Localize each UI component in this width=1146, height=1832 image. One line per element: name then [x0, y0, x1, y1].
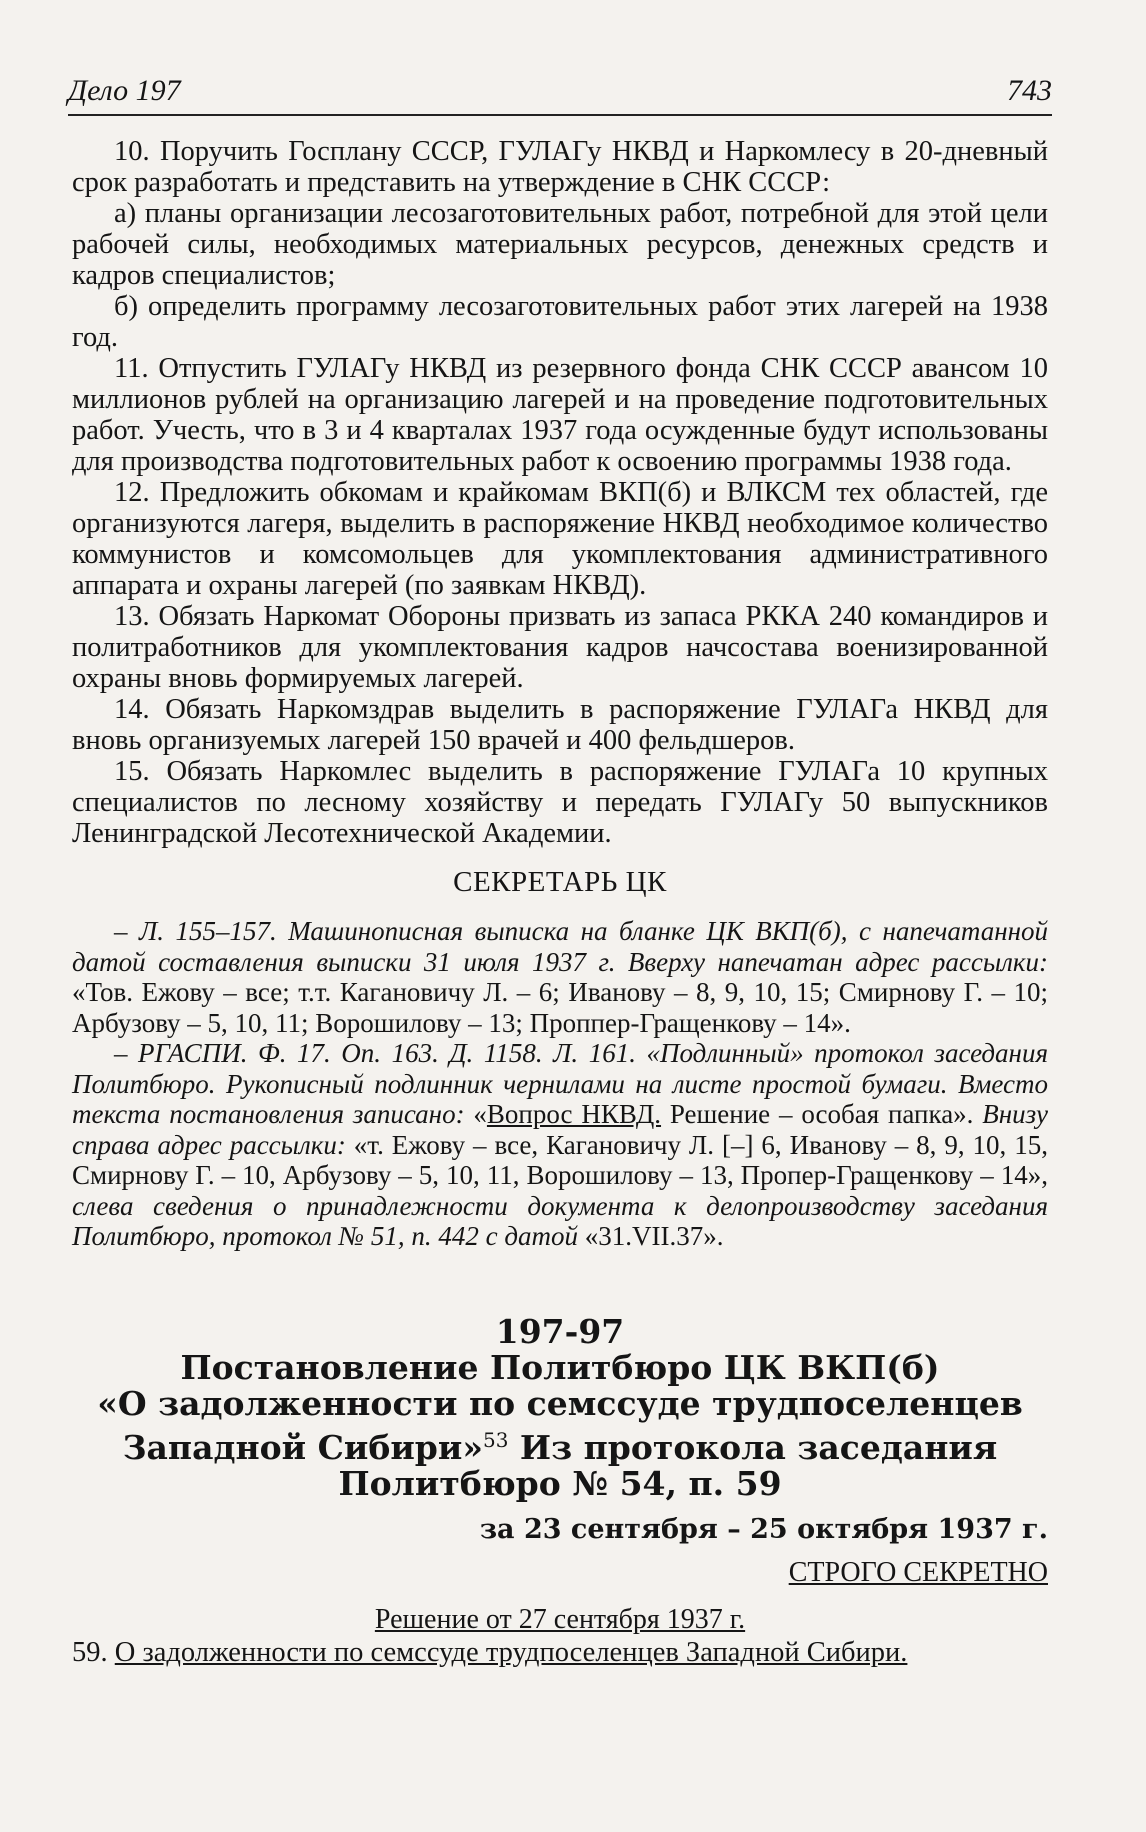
paragraph-10: 10. Поручить Госплану СССР, ГУЛАГу НКВД и Наркомлесу в 20-дневный срок разработать и представить на утверждение в СНК СССР:: [72, 136, 1048, 198]
decision-date: [72, 1604, 1048, 1635]
paragraph-10b: б) определить программу лесозаготовительных работ этих лагерей на 1938 год.: [72, 291, 1048, 353]
page-header: [68, 74, 1052, 116]
paragraph-12: 12. Предложить обкомам и крайкомам ВКП(б) и ВЛКСМ тех областей, где организуются лагеря, выделить в распоряжение НКВД необходимое количество коммунистов и комсомольцев для укомплектования административного аппарата и охраны лагерей (по заявкам НКВД).: [72, 477, 1048, 601]
paragraph-11: 11. Отпустить ГУЛАГу НКВД из резервного фонда СНК СССР авансом 10 миллионов рублей на организацию лагерей и на проведение подготовительных работ. Учесть, что в 3 и 4 кварталах 1937 года осужденные будут использованы для производства подготовительных работ к освоению программы 1938 года.: [72, 353, 1048, 477]
item-text: О задолженности по семссуде трудпоселенцев Западной Сибири.: [114, 1636, 908, 1668]
case-number: Дело 197: [68, 74, 181, 107]
note-2-text-3: «31.VII.37».: [584, 1221, 724, 1251]
title-line-3b: Из протокола заседания: [508, 1427, 998, 1467]
title-line-2: «О задолженности по семссуде трудпоселенцев: [97, 1383, 1023, 1423]
document-number: 197-97: [495, 1311, 625, 1351]
paragraph-13: 13. Обязать Наркомат Обороны призвать из запаса РККА 240 командиров и политработников для укомплектования кадров начсостава военизированной охраны вновь формируемых лагерей.: [72, 601, 1048, 694]
secrecy-label: СТРОГО СЕКРЕТНО: [788, 1556, 1048, 1588]
decision-date-label: Решение от 27 сентября 1937 г.: [374, 1603, 746, 1635]
title-line-1: Постановление Политбюро ЦК ВКП(б): [180, 1347, 940, 1387]
paragraph-14: 14. Обязать Наркомздрав выделить в распоряжение ГУЛАГа НКВД для вновь организуемых лагерей 150 врачей и 400 фельдшеров.: [72, 694, 1048, 756]
title-line-3a: Западной Сибири»: [122, 1427, 483, 1467]
title-line-3: [72, 1422, 1048, 1466]
item-59: [72, 1637, 1048, 1668]
page-number: 743: [1007, 74, 1052, 107]
archival-notes: [72, 916, 1048, 1252]
document-title: [72, 1311, 1048, 1503]
secrecy-stamp: [72, 1557, 1048, 1588]
paragraph-10a: а) планы организации лесозаготовительных работ, потребной для этой цели рабочей силы, необходимых материальных ресурсов, денежных средств и кадров специалистов;: [72, 198, 1048, 291]
note-1-italic: – Л. 155–157. Машинописная выписка на бланке ЦК ВКП(б), с напечатанной датой составления выписки 31 июля 1937 г. Вверху напечатан адрес рассылки:: [72, 916, 1048, 977]
footnote-ref: 53: [482, 1427, 509, 1452]
signature: СЕКРЕТАРЬ ЦК: [453, 866, 667, 898]
note-2-quote-open: «: [473, 1099, 487, 1129]
note-2-text-2: «т. Ежову – все, Кагановичу Л. [–] 6, Иванову – 8, 9, 10, 15, Смирнову Г. – 10, Арбузову – 5, 10, 11, Ворошилову – 13, Пропер-Гращенкову – 14»,: [72, 1129, 1048, 1190]
note-2-text-1: Решение – особая папка».: [661, 1099, 974, 1129]
note-2-italic-1: – РГАСПИ. Ф. 17. Оп. 163. Д. 1158. Л. 161. «Подлинный» протокол заседания Политбюро. Рукописный подлинник чернилами на листе простой бумаги. Вместо текста постановления записано:: [72, 1038, 1048, 1129]
document-body: [72, 136, 1048, 1668]
note-1: [72, 916, 1048, 1038]
item-number: 59.: [72, 1636, 108, 1668]
note-2-italic-3: слева сведения о принадлежности документа к делопроизводству заседания Политбюро, протокол № 51, п. 442 с датой: [72, 1190, 1048, 1251]
note-1-text: «Тов. Ежову – все; т.т. Кагановичу Л. – 6; Иванову – 8, 9, 10, 15; Смирнову Г. – 10; Арбузову – 5, 10, 11; Ворошилову – 13; Проппер-Гращенкову – 14».: [72, 977, 1048, 1038]
note-2: [72, 1038, 1048, 1252]
paragraph-15: 15. Обязать Наркомлес выделить в распоряжение ГУЛАГа 10 крупных специалистов по лесному хозяйству и передать ГУЛАГу 50 выпускников Ленинградской Лесотехнической Академии.: [72, 756, 1048, 849]
note-2-underlined: Вопрос НКВД.: [486, 1099, 662, 1129]
date-range: за 23 сентября – 25 октября 1937 г.: [479, 1513, 1048, 1545]
note-2-italic-2: Внизу справа адрес рассылки:: [72, 1099, 1049, 1160]
title-line-4: Политбюро № 54, п. 59: [338, 1463, 782, 1503]
